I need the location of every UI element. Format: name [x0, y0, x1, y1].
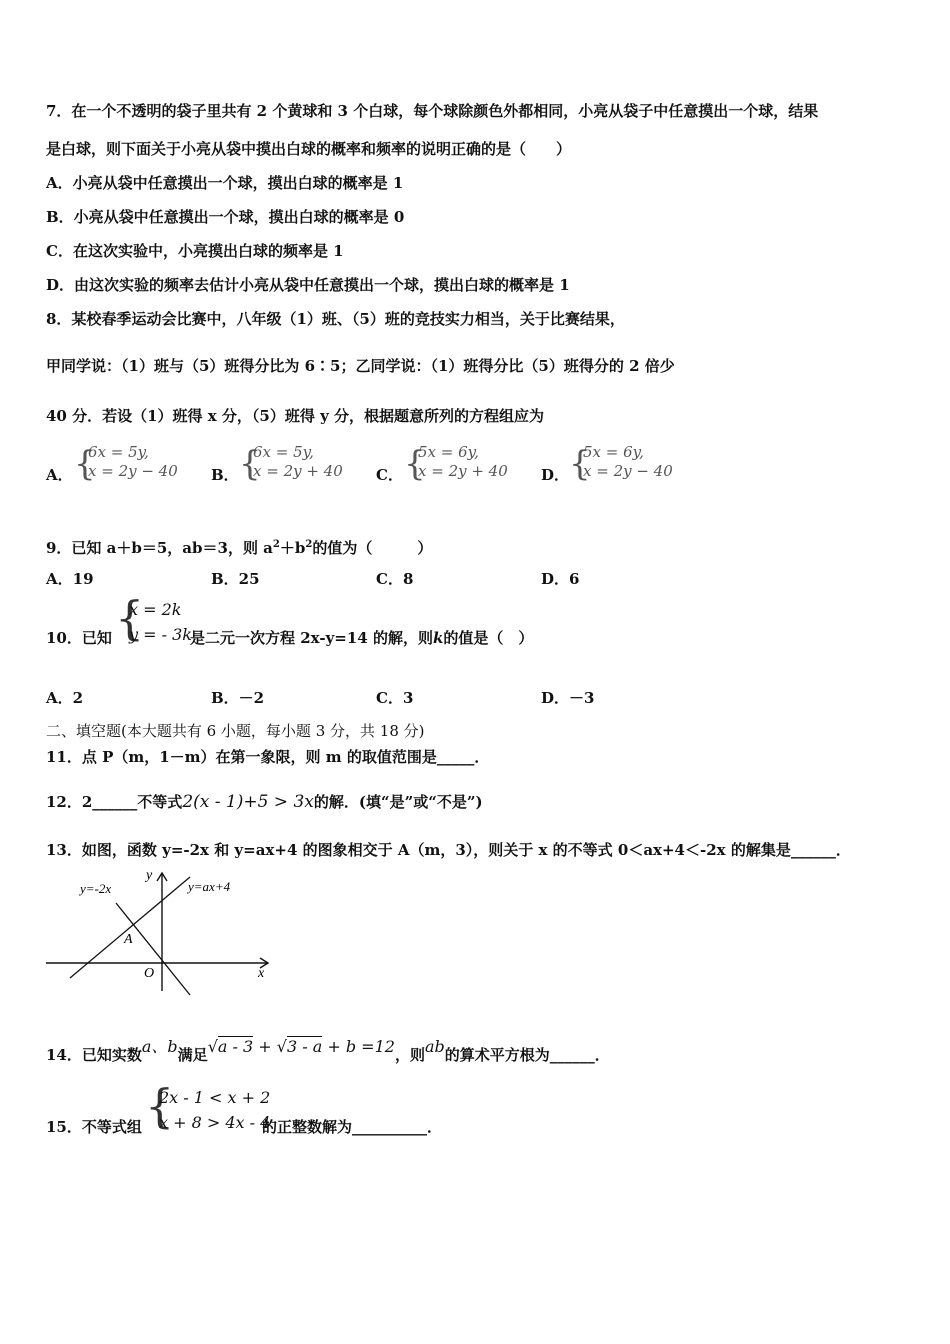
q8-stem-line2: 甲同学说：（1）班与（5）班得分比为 6∶5；乙同学说：（1）班得分比（5）班得分的 2 倍少 [46, 357, 675, 375]
q9-option-c: C．8 [376, 570, 414, 588]
q8-option-c-label: C． [376, 466, 403, 484]
q7-option-c: C．在这次实验中，小亮摸出白球的频率是 1 [46, 242, 344, 260]
q8-option-c-system [404, 443, 544, 487]
q8-c-eq1: 5x = 6y, [418, 443, 479, 461]
q9-stem: 9．已知 a＋b＝5，ab＝3，则 $a^2+b^2$的值为（ ） [46, 539, 433, 557]
label-y-neg2x: y=-2x [80, 881, 112, 896]
q10-prefix: 10．已知 [46, 629, 112, 647]
q8-b-eq2: x = 2y + 40 [253, 462, 343, 480]
q10-option-a: A．2 [46, 689, 84, 707]
section-2-heading: 二、填空题(本大题共有 6 小题，每小题 3 分，共 18 分) [46, 722, 425, 740]
q15-prefix: 15．不等式组 [46, 1118, 142, 1136]
q13-stem: 13．如图，函数 y=-2x 和 y=ax+4 的图象相交于 A（m，3），则关于 x 的不等式 0＜ax+4＜-2x 的解集是______． [46, 841, 851, 859]
q10-eq1: x = 2k [129, 600, 182, 619]
q7-stem-line2: 是白球，则下面关于小亮从袋中摸出白球的概率和频率的说明正确的是（ ） [46, 140, 572, 158]
q8-option-a-label: A． [46, 466, 73, 484]
q14-stem: 14．已知实数a、b满足√a - 3 + √3 - a + b =12，则ab的算术平方根为______． [46, 1037, 610, 1064]
brace-icon: { [569, 444, 591, 484]
q12-inequality: 2(x - 1)+5 > 3x [182, 792, 314, 812]
q8-option-b-label: B． [211, 466, 239, 484]
brace-icon: { [404, 444, 426, 484]
q10-option-c: C．3 [376, 689, 414, 707]
q10-stem: 是二元一次方程 2x-y=14 的解，则k的值是（ ） [190, 629, 534, 647]
q8-option-d-label: D． [541, 466, 570, 484]
q8-a-eq2: x = 2y − 40 [88, 462, 178, 480]
q7-option-b: B．小亮从袋中任意摸出一个球，摸出白球的概率是 0 [46, 208, 405, 226]
line-y-neg2x [116, 903, 190, 995]
q10-system [115, 591, 195, 656]
q8-a-eq1: 6x = 5y, [88, 443, 149, 461]
sqrt-icon: √ [207, 1037, 218, 1056]
q10-option-b: B．－2 [211, 689, 265, 707]
x-axis-label: x [258, 966, 265, 981]
q14-ab: ab [424, 1037, 445, 1056]
q15-eq1: 2x - 1 < x + 2 [159, 1088, 271, 1107]
q12-stem: 12．2______不等式2(x - 1)+5 > 3x的解．(填“是”或“不是”) [46, 792, 483, 812]
q8-d-eq1: 5x = 6y, [583, 443, 644, 461]
brace-icon: { [145, 1079, 175, 1133]
brace-icon: { [239, 444, 261, 484]
q8-option-b-system [239, 443, 379, 487]
q7-stem-line1: 7．在一个不透明的袋子里共有 2 个黄球和 3 个白球，每个球除颜色外都相同，小亮从袋子中任意摸出一个球，结果 [46, 102, 819, 120]
label-y-ax-plus-4: y=ax+4 [188, 879, 231, 894]
brace-icon: { [115, 591, 145, 645]
q14-equation: √a - 3 + √3 - a + b =12 [207, 1037, 395, 1056]
q15-system [145, 1079, 271, 1146]
q13-function-graph [40, 865, 280, 1000]
q9-option-d: D．6 [541, 570, 580, 588]
q14-vars: a、b [141, 1037, 178, 1056]
q7-option-a: A．小亮从袋中任意摸出一个球，摸出白球的概率是 1 [46, 174, 404, 192]
q10-option-d: D．－3 [541, 689, 595, 707]
q8-b-eq1: 6x = 5y, [253, 443, 314, 461]
q8-stem-line1: 8．某校春季运动会比赛中，八年级（1）班、（5）班的竞技实力相当，关于比赛结果， [46, 310, 625, 328]
sqrt-icon: √ [276, 1037, 287, 1056]
brace-icon: { [74, 444, 96, 484]
q9-option-b: B．25 [211, 570, 260, 588]
q10-eq2: y = - 3k [129, 625, 192, 644]
q7-option-d: D．由这次实验的频率去估计小亮从袋中任意摸出一个球，摸出白球的概率是 1 [46, 276, 570, 294]
q8-c-eq2: x = 2y + 40 [418, 462, 508, 480]
q15-eq2: x + 8 > 4x - 4 [159, 1113, 271, 1132]
intersection-point-label: A [124, 932, 133, 947]
q9-option-a: A．19 [46, 570, 94, 588]
q8-option-a-system [74, 443, 214, 487]
q8-stem-line3: 40 分．若设（1）班得 x 分，（5）班得 y 分，根据题意所列的方程组应为 [46, 407, 545, 425]
q8-d-eq2: x = 2y − 40 [583, 462, 673, 480]
origin-label: O [144, 966, 155, 981]
q11-stem: 11．点 P（m，1－m）在第一象限，则 m 的取值范围是_____． [46, 748, 490, 766]
q8-option-d-system [569, 443, 709, 487]
y-axis-label: y [146, 868, 153, 883]
q15-stem: 的正整数解为__________． [262, 1118, 443, 1136]
